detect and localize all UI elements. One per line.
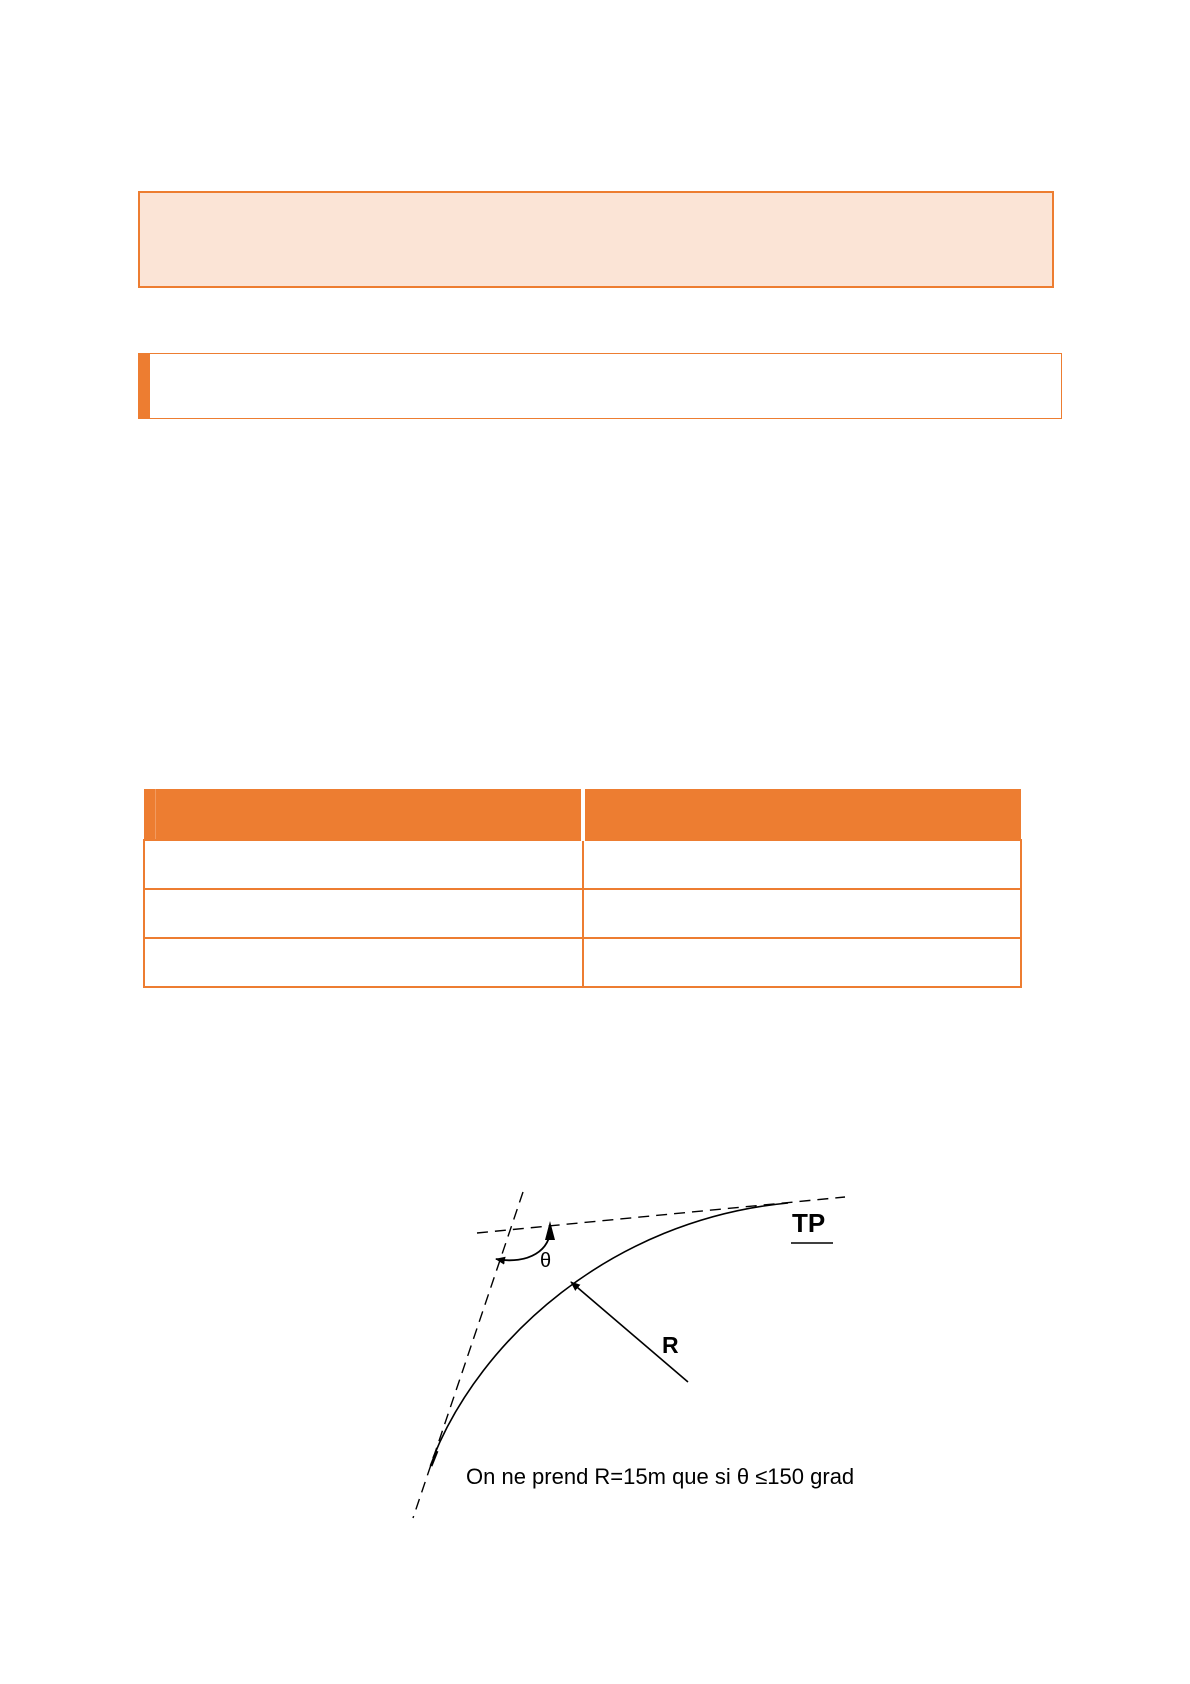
curve-arc [433,1203,788,1458]
table-cell [144,840,583,889]
table-row [144,840,1021,889]
curve-start-tick [431,1451,437,1466]
data-table [143,789,1022,988]
tp-label: TP [792,1208,826,1238]
section-accent-bar [138,353,150,419]
top-tangent-dashed-line [477,1197,845,1233]
radius-label: R [662,1332,679,1358]
table-header-cell [144,789,583,840]
figure-caption: On ne prend R=15m que si θ ≤150 grad [466,1464,855,1489]
title-box [138,191,1054,288]
table-cell [144,938,583,987]
table-cell [583,840,1022,889]
theta-label: θ [540,1250,552,1272]
curve-diagram [400,1170,920,1530]
section-heading-box [138,353,1062,419]
angle-arc-top-arrow [545,1221,555,1240]
table-header-row [144,789,1021,840]
table-row [144,938,1021,987]
table-header-cell [583,789,1022,840]
table-row [144,889,1021,938]
table-cell [583,889,1022,938]
curve-radius-figure [400,1170,920,1530]
table-cell [583,938,1022,987]
table-cell [144,889,583,938]
